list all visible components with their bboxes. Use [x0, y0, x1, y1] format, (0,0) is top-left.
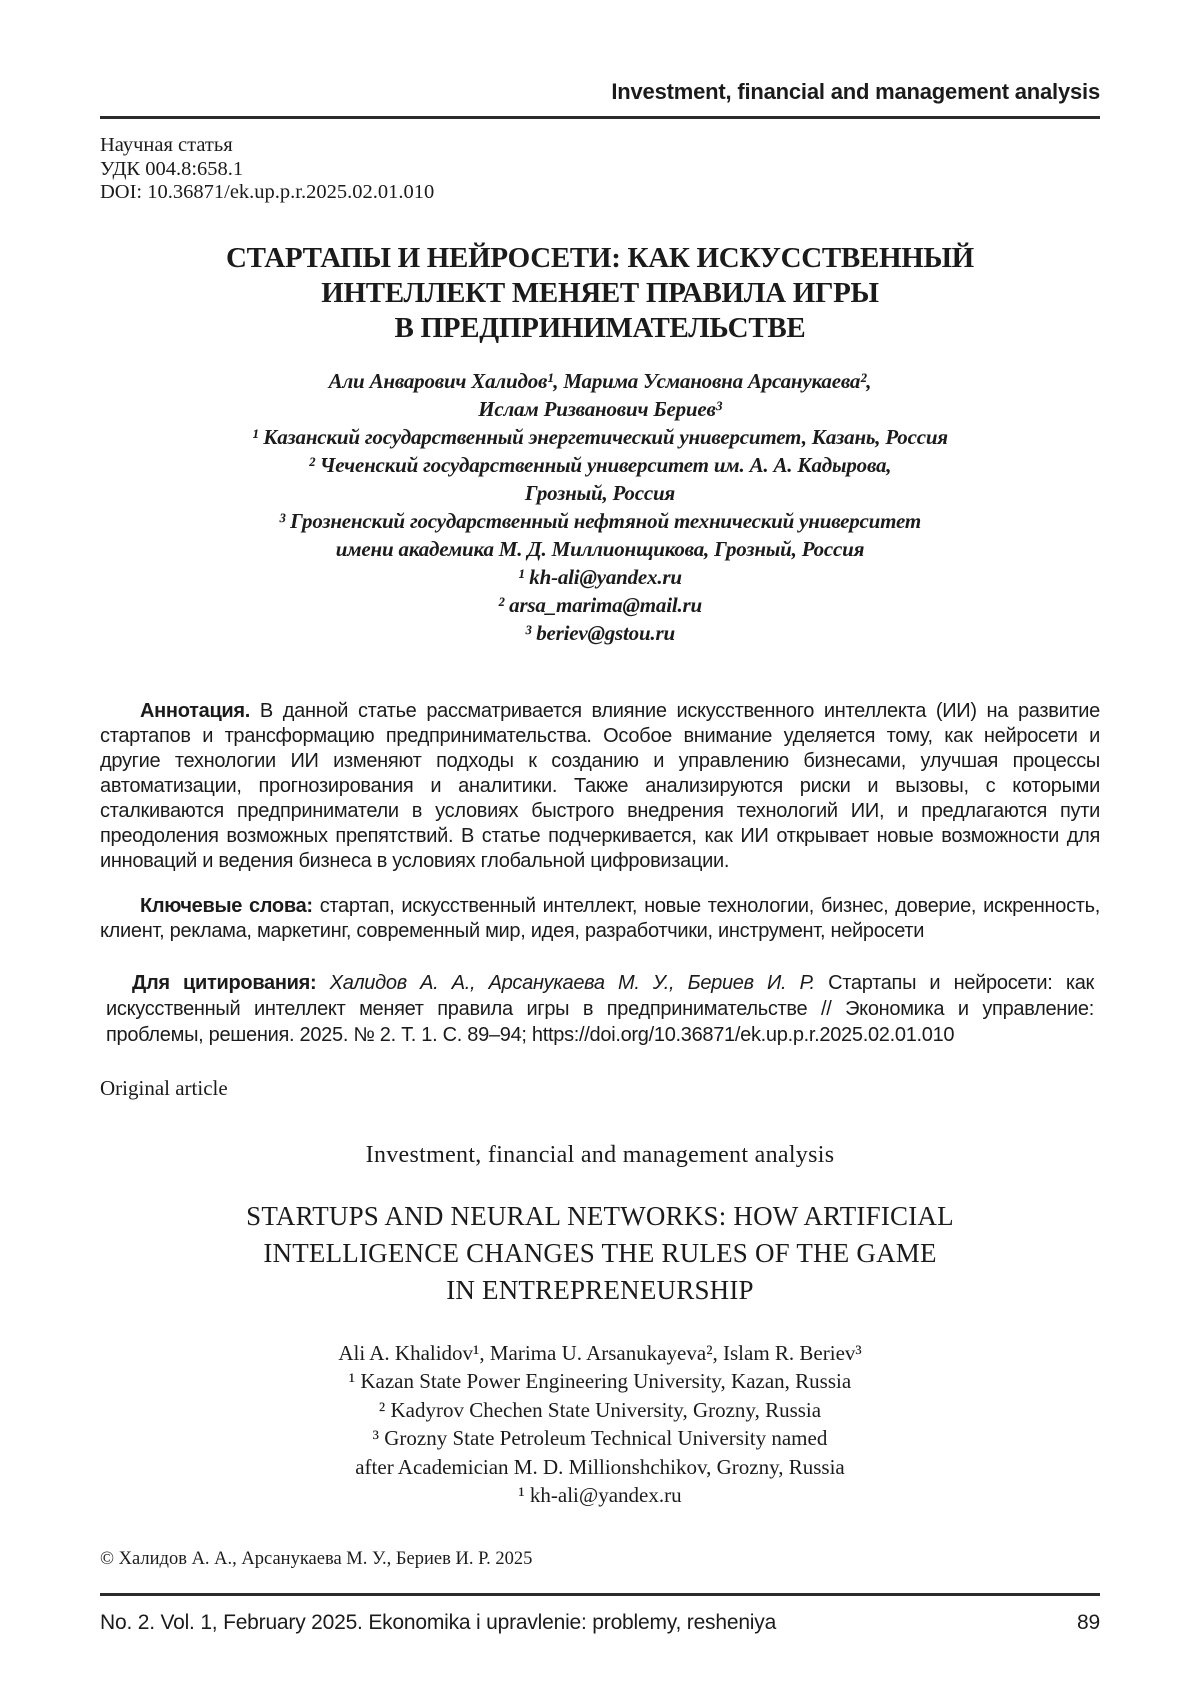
article-title-en-line: INTELLIGENCE CHANGES THE RULES OF THE GAME [263, 1237, 937, 1268]
affiliation-line-ru: Грозный, Россия [524, 480, 676, 505]
copyright-line: © Халидов А. А., Арсанукаева М. У., Бериев И. Р. 2025 [100, 1548, 533, 1569]
citation-label: Для цитирования: [132, 971, 317, 994]
affiliation-line-ru: ² Чеченский государственный университет им. А. А. Кадырова, [308, 452, 892, 477]
udc-number: УДК 004.8:658.1 [100, 157, 244, 180]
citation-text: Стартапы и нейросети: как искусственный интеллект меняет правила игры в предпринимательстве // Экономика и управление: проблемы, решения. 2025. № 2. Т. 1. С. 89–94; https://doi.org/10.36871/ek.up.p.r.2025.02.01.010 [106, 971, 1094, 1046]
footer-journal-line: No. 2. Vol. 1, February 2025. Ekonomika i upravlenie: problemy, resheniya [100, 1610, 777, 1634]
citation-authors: Халидов А. А., Арсанукаева М. У., Бериев И. Р. [316, 971, 829, 994]
author-line-ru: Али Анварович Халидов¹, Марима Усмановна Арсанукаева², [328, 368, 872, 393]
article-title-ru-line: ИНТЕЛЛЕКТ МЕНЯЕТ ПРАВИЛА ИГРЫ [321, 276, 879, 309]
article-type-ru: Научная статья [100, 134, 233, 156]
author-email: ¹ kh-ali@yandex.ru [518, 564, 682, 589]
affiliation-line-ru: ³ Грозненский государственный нефтяной технический университет [278, 508, 921, 533]
author-email: ¹ kh-ali@yandex.ru [518, 1483, 682, 1507]
author-line-ru: Ислам Ризванович Бериев³ [478, 396, 722, 421]
citation-paragraph [100, 970, 1100, 1048]
article-type-en: Original article [100, 1075, 228, 1100]
keywords-label: Ключевые слова: [140, 894, 313, 917]
affiliation-line-en: after Academician M. D. Millionshchikov, Grozny, Russia [355, 1454, 845, 1479]
authors-block-en [100, 1339, 1100, 1510]
author-email: ³ beriev@gstou.ru [525, 620, 675, 645]
article-title-en [100, 1198, 1100, 1309]
article-title-ru-line: СТАРТАПЫ И НЕЙРОСЕТИ: КАК ИСКУССТВЕННЫЙ [226, 241, 974, 274]
affiliation-line-en: ² Kadyrov Chechen State University, Grozny, Russia [378, 1397, 822, 1422]
affiliation-line-en: ¹ Kazan State Power Engineering University, Kazan, Russia [348, 1369, 852, 1393]
article-title-en-line: IN ENTREPRENEURSHIP [446, 1274, 754, 1305]
affiliation-line-ru: имени академика М. Д. Миллионщикова, Грозный, Россия [335, 536, 865, 561]
doi-number: DOI: 10.36871/ek.up.p.r.2025.02.01.010 [100, 181, 435, 203]
article-title-ru [100, 241, 1100, 346]
page-footer [100, 1593, 1100, 1635]
affiliation-line-en: ³ Grozny State Petroleum Technical University named [372, 1426, 828, 1450]
author-line-en: Ali A. Khalidov¹, Marima U. Arsanukayeva², Islam R. Beriev³ [338, 1340, 862, 1365]
running-head: Investment, financial and management analysis [100, 80, 1100, 119]
affiliation-line-ru: ¹ Казанский государственный энергетический университет, Казань, Россия [252, 424, 948, 449]
article-title-ru-line: В ПРЕДПРИНИМАТЕЛЬСТВЕ [394, 311, 806, 344]
section-heading-en: Investment, financial and management analysis [365, 1141, 835, 1168]
authors-block-ru [100, 367, 1100, 647]
abstract-text: В данной статье рассматривается влияние искусственного интеллекта (ИИ) на развитие стартапов и трансформацию предпринимательства. Особое внимание уделяется тому, как нейросети и другие технологии ИИ изменяют подходы к созданию и управлению бизнесами, улучшая процессы автоматизации, прогнозирования и аналитики. Также анализируются риски и вызовы, с которыми сталкиваются предприниматели в условиях быстрого внедрения технологий ИИ, и предлагаются пути преодоления возможных препятствий. В статье подчеркивается, как ИИ открывает новые возможности для инноваций и ведения бизнеса в условиях глобальной цифровизации. [100, 699, 1100, 872]
author-email: ² arsa_marima@mail.ru [498, 592, 702, 617]
abstract-label: Аннотация. [140, 699, 251, 722]
footer-page-number: 89 [1077, 1610, 1100, 1634]
keywords-text: стартап, искусственный интеллект, новые технологии, бизнес, доверие, искренность, клиент, реклама, маркетинг, современный мир, идея, разработчики, инструмент, нейросети [100, 894, 1101, 942]
keywords-paragraph [100, 894, 1100, 944]
abstract-paragraph [100, 699, 1100, 874]
article-title-en-line: STARTUPS AND NEURAL NETWORKS: HOW ARTIFICIAL [246, 1200, 954, 1231]
article-meta [100, 134, 1100, 205]
